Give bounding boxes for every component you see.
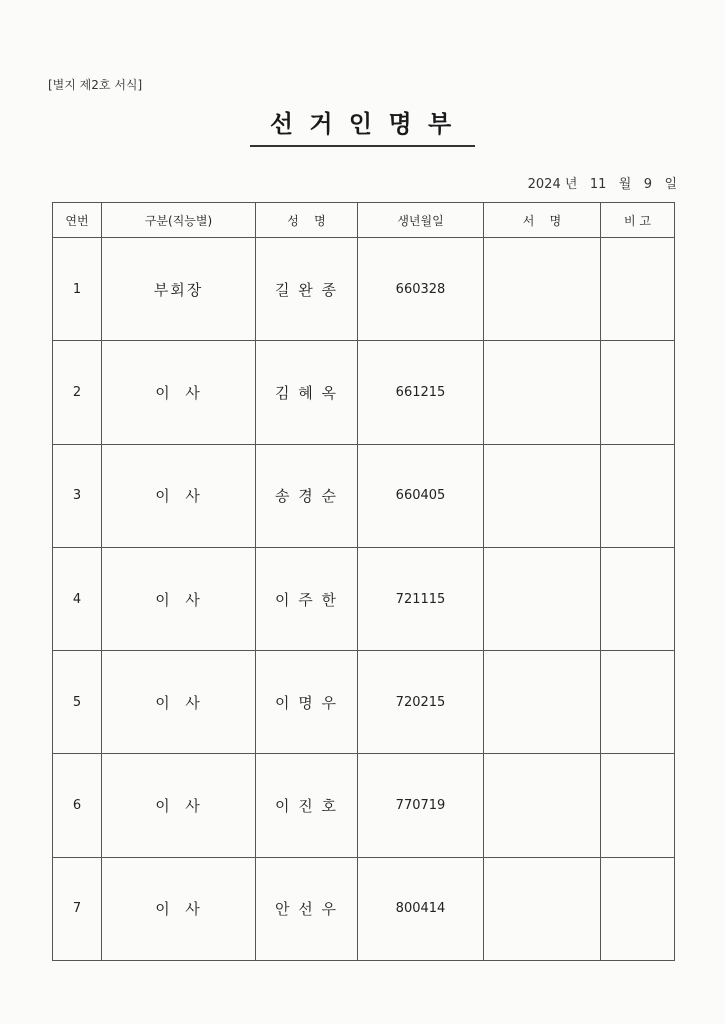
row-category: 부회장	[102, 238, 256, 341]
row-note	[601, 651, 675, 754]
table-row	[53, 444, 675, 547]
date-month: 11	[589, 177, 607, 192]
row-name: 송 경 순	[256, 444, 358, 547]
row-signature	[484, 754, 601, 857]
header-signature: 서 명	[484, 203, 601, 238]
form-label: [별지 제2호 서식]	[48, 78, 143, 92]
row-name: 안 선 우	[256, 857, 358, 960]
table-row	[53, 238, 675, 341]
row-category: 이 사	[102, 651, 256, 754]
row-no: 4	[53, 547, 102, 650]
row-dob: 770719	[358, 754, 484, 857]
row-dob: 660328	[358, 238, 484, 341]
table-row	[53, 651, 675, 754]
table-row	[53, 341, 675, 444]
row-no: 6	[53, 754, 102, 857]
row-name: 이 명 우	[256, 651, 358, 754]
date-year-unit: 년	[564, 177, 578, 192]
row-signature	[484, 547, 601, 650]
header-no: 연번	[53, 203, 102, 238]
table-header-row	[53, 203, 675, 238]
row-name: 이 주 한	[256, 547, 358, 650]
date-month-unit: 월	[618, 177, 632, 192]
document-date	[528, 173, 677, 192]
date-day: 9	[643, 177, 653, 192]
row-category: 이 사	[102, 857, 256, 960]
row-note	[601, 238, 675, 341]
date-day-unit: 일	[664, 177, 677, 192]
row-no: 5	[53, 651, 102, 754]
row-category: 이 사	[102, 444, 256, 547]
row-note	[601, 341, 675, 444]
row-signature	[484, 857, 601, 960]
row-name: 길 완 종	[256, 238, 358, 341]
document-title: 선 거 인 명 부	[250, 104, 475, 147]
row-category: 이 사	[102, 547, 256, 650]
header-note: 비 고	[601, 203, 675, 238]
row-no: 7	[53, 857, 102, 960]
table-row	[53, 857, 675, 960]
row-note	[601, 754, 675, 857]
row-dob: 720215	[358, 651, 484, 754]
row-dob: 800414	[358, 857, 484, 960]
row-note	[601, 857, 675, 960]
row-name: 김 혜 옥	[256, 341, 358, 444]
row-signature	[484, 238, 601, 341]
elector-roster-table	[52, 202, 675, 961]
row-signature	[484, 651, 601, 754]
row-no: 2	[53, 341, 102, 444]
row-no: 3	[53, 444, 102, 547]
row-category: 이 사	[102, 341, 256, 444]
table-row	[53, 754, 675, 857]
header-dob: 생년월일	[358, 203, 484, 238]
row-dob: 721115	[358, 547, 484, 650]
row-signature	[484, 341, 601, 444]
date-year: 2024	[527, 177, 561, 192]
row-note	[601, 444, 675, 547]
row-no: 1	[53, 238, 102, 341]
table-row	[53, 547, 675, 650]
row-dob: 660405	[358, 444, 484, 547]
row-signature	[484, 444, 601, 547]
row-name: 이 진 호	[256, 754, 358, 857]
header-name: 성 명	[256, 203, 358, 238]
header-category: 구분(직능별)	[102, 203, 256, 238]
row-note	[601, 547, 675, 650]
row-category: 이 사	[102, 754, 256, 857]
row-dob: 661215	[358, 341, 484, 444]
